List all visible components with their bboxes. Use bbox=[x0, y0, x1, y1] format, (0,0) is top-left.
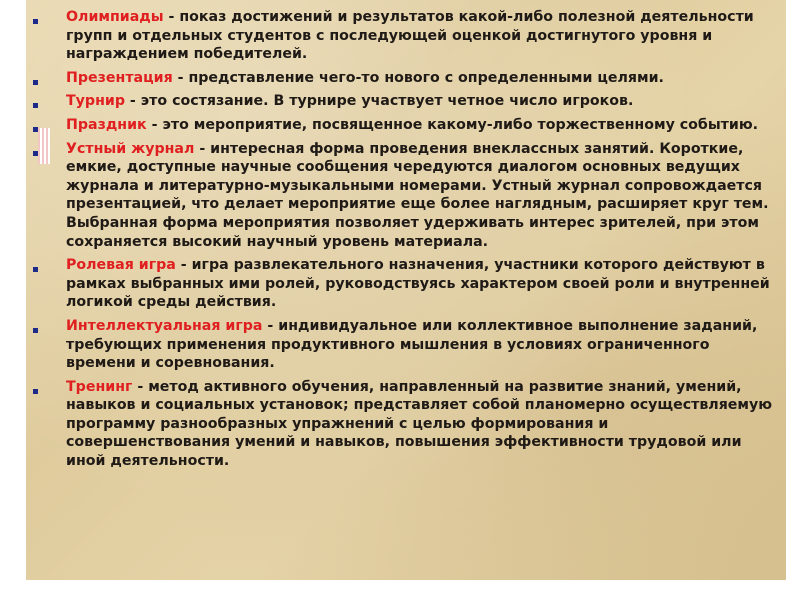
bullet-icon bbox=[33, 389, 38, 394]
definition: - это состязание. В турнире участвует четное число игроков. bbox=[124, 93, 634, 110]
term: Ролевая игра bbox=[66, 257, 176, 274]
definition: - игра развлекательного назначения, участники которого действуют в рамках выбранных ими ролей, руководствуясь характером своей роли и внутренней логикой среды действия. bbox=[66, 257, 770, 311]
list-item bbox=[26, 92, 786, 111]
definition: - метод активного обучения, направленный на развитие знаний, умений, навыков и социальных установок; представляет собой планомерно осуществляемую программу разнообразных упражнений с целью формирования и совершенствования умений и навыков, повышения эффективности трудовой или иной деятельности. bbox=[66, 378, 773, 470]
bullet-icon bbox=[33, 151, 38, 156]
definition: - показ достижений и результатов какой-либо полезной деятельности групп и отдельных студентов с последующей оценкой достигнутого уровня и награждением победителей. bbox=[66, 9, 754, 63]
list-item bbox=[26, 378, 786, 471]
bullet-icon bbox=[33, 103, 38, 108]
term: Устный журнал bbox=[66, 140, 195, 157]
definition: - это мероприятие, посвященное какому-либо торжественному событию. bbox=[146, 116, 758, 133]
bullet-icon bbox=[33, 267, 38, 272]
list-item bbox=[26, 69, 786, 88]
definition: - представление чего-то нового с определенными целями. bbox=[172, 69, 664, 86]
slide bbox=[26, 0, 786, 580]
definition: - интересная форма проведения внеклассных занятий. Короткие, емкие, доступные научные сообщения чередуются диалогом основных ведущих журнала и литературно-музыкальными номерами. Устный журнал сопровождается презентацией, что делает мероприятие еще более наглядным, расширяет круг тем. Выбранная форма мероприятия позволяет удерживать интерес зрителей, при этом сохраняется высокий научный уровень материала. bbox=[66, 140, 769, 250]
term: Интеллектуальная игра bbox=[66, 317, 263, 334]
list-item bbox=[26, 140, 786, 252]
term: Турнир bbox=[66, 93, 125, 110]
definitions-list bbox=[26, 8, 786, 476]
term: Праздник bbox=[66, 116, 147, 133]
list-item bbox=[26, 8, 786, 64]
definition: - индивидуальное или коллективное выполнение заданий, требующих применения продуктивного мышления в условиях ограниченного времени и соревнования. bbox=[66, 317, 758, 372]
bullet-icon bbox=[33, 328, 38, 333]
bullet-icon bbox=[33, 127, 38, 132]
term: Презентация bbox=[66, 69, 173, 86]
list-item bbox=[26, 256, 786, 312]
term: Олимпиады bbox=[66, 9, 164, 25]
bullet-icon bbox=[33, 19, 38, 24]
bullet-icon bbox=[33, 80, 38, 85]
list-item bbox=[26, 317, 786, 373]
term: Тренинг bbox=[66, 378, 133, 395]
list-item bbox=[26, 116, 786, 135]
